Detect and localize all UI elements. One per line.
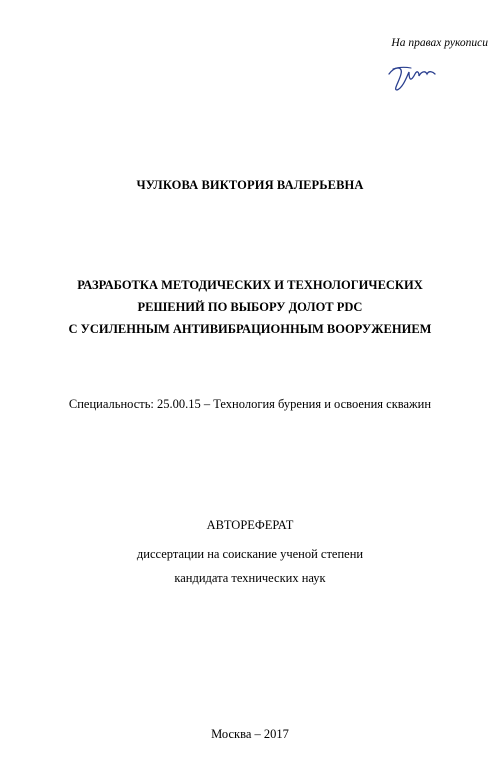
title-line: С УСИЛЕННЫМ АНТИВИБРАЦИОННЫМ ВООРУЖЕНИЕМ <box>68 322 432 336</box>
manuscript-note: На правах рукописи <box>391 37 488 49</box>
title-line: РАЗРАБОТКА МЕТОДИЧЕСКИХ И ТЕХНОЛОГИЧЕСКИХ <box>77 278 423 292</box>
city-year: Москва – 2017 <box>211 727 289 741</box>
title-line: РЕШЕНИЙ ПО ВЫБОРУ ДОЛОТ PDC <box>137 300 363 314</box>
dissertation-title <box>0 274 500 340</box>
document-type: АВТОРЕФЕРАТ <box>206 518 294 532</box>
document-purpose <box>0 542 500 590</box>
purpose-line: кандидата технических наук <box>174 571 326 585</box>
purpose-line: диссертации на соискание ученой степени <box>136 547 364 561</box>
specialty-line: Специальность: 25.00.15 – Технология бурения и освоения скважин <box>68 397 432 411</box>
handwritten-signature <box>385 60 445 94</box>
author-name: ЧУЛКОВА ВИКТОРИЯ ВАЛЕРЬЕВНА <box>136 178 364 192</box>
